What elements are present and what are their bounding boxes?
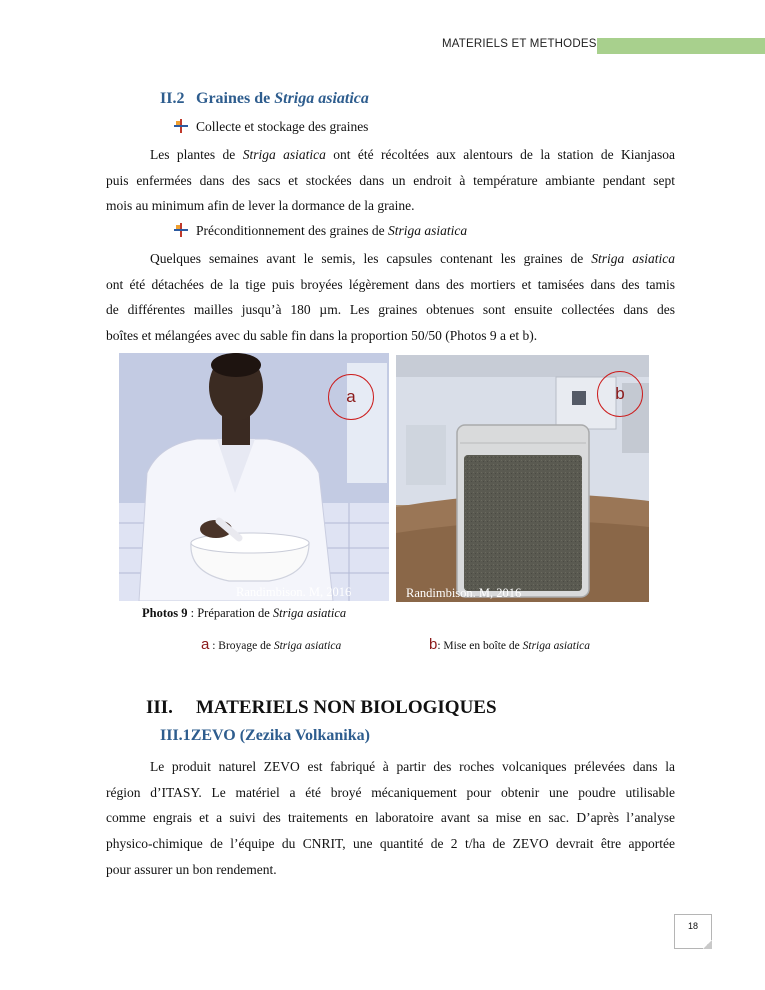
text-run: ont été récoltées aux alentours de la station de Kianjasoa: [325, 147, 675, 162]
page-number: 18: [674, 914, 712, 949]
paragraph-line: [106, 142, 675, 168]
paragraph-line: physico-chimique de l’équipe du CNRIT, une quantité de 2 t/ha de ZEVO devrait être apportée: [106, 836, 675, 852]
photo-label-a: a: [328, 374, 374, 420]
photo-credit-a: Randimbison. M, 2016: [236, 585, 352, 599]
bullet-text-italic: Striga asiatica: [387, 223, 468, 238]
section-number: II.2: [160, 90, 185, 107]
subcaption-letter: b: [429, 636, 438, 653]
subcaption-a: [201, 636, 341, 653]
bullet-item-collecte: [174, 119, 368, 135]
paragraph-line: de différentes mailles jusqu’à 180 µm. Les graines obtenues sont ensuite collectées dans des: [106, 302, 675, 318]
photo-credit-b: Randimbison. M, 2016: [406, 586, 522, 600]
subcaption-b: [429, 636, 590, 653]
bullet-item-preconditionnement: [174, 223, 467, 239]
text-run: Les plantes de: [150, 147, 243, 162]
paragraph-collecte: [106, 142, 675, 219]
photo-label-b: b: [597, 371, 643, 417]
section-title-italic: Striga asiatica: [274, 90, 369, 107]
species-name: Striga asiatica: [242, 147, 326, 162]
section-number: III.: [146, 697, 173, 718]
section-title: MATERIELS NON BIOLOGIQUES: [196, 697, 497, 718]
paragraph-line: mois au minimum afin de lever la dormance de la graine.: [106, 198, 415, 214]
paragraph-line: [106, 246, 675, 272]
caption-label: Photos 9: [142, 606, 188, 620]
subcaption-species: Striga asiatica: [273, 640, 342, 652]
section-heading-3: [146, 697, 497, 719]
figure-caption: [142, 606, 346, 621]
subcaption-species: Striga asiatica: [522, 640, 591, 652]
bullet-cross-icon: [174, 119, 188, 133]
paragraph-line: Le produit naturel ZEVO est fabriqué à partir des roches volcaniques prélevées dans la: [150, 759, 675, 774]
bullet-text: Préconditionnement des graines de: [196, 223, 388, 238]
paragraph-line: ont été détachées de la tige puis broyées légèrement dans des mortiers et tamisées dans des tamis: [106, 276, 675, 292]
subcaption-text: : Mise en boîte de: [437, 640, 523, 652]
running-header: MATERIELS ET METHODES: [442, 38, 597, 50]
paragraph-preconditionnement: [106, 246, 675, 349]
text-run: Quelques semaines avant le semis, les capsules contenant les graines de: [150, 251, 592, 266]
paragraph-line: comme engrais et a suivi des traitements en laboratoire avant sa mise en sac. D’après l’analyse: [106, 810, 675, 826]
species-name: Striga asiatica: [591, 251, 675, 266]
photo-broyage: [119, 353, 389, 601]
paragraph-line: pour assurer un bon rendement.: [106, 861, 277, 877]
photo-mise-en-boite: [396, 355, 649, 602]
section-heading-3-1: [160, 727, 370, 745]
paragraph-zevo: [106, 754, 675, 883]
paragraph-line: région d’ITASY. Le matériel a été broyé mécaniquement pour obtenir une poudre utilisable: [106, 784, 675, 800]
paragraph-line: boîtes et mélangées avec du sable fin dans la proportion 50/50 (Photos 9 a et b).: [106, 328, 538, 344]
caption-species: Striga asiatica: [272, 606, 347, 620]
bullet-text: Collecte et stockage des graines: [196, 119, 369, 134]
section-number: III.1: [160, 727, 191, 744]
subcaption-letter: a: [201, 636, 210, 653]
paragraph-line: puis enfermées dans des sacs et stockées dans un endroit à température ambiante pendant sept: [106, 172, 675, 188]
subcaption-text: : Broyage de: [209, 640, 274, 652]
bullet-cross-icon: [174, 223, 188, 237]
caption-text: : Préparation de: [187, 606, 273, 620]
section-title: ZEVO (Zezika Volkanika): [190, 727, 370, 744]
section-heading-2-2: [160, 90, 369, 108]
header-accent-bar: [597, 38, 765, 54]
section-title-plain: Graines de: [196, 90, 275, 107]
